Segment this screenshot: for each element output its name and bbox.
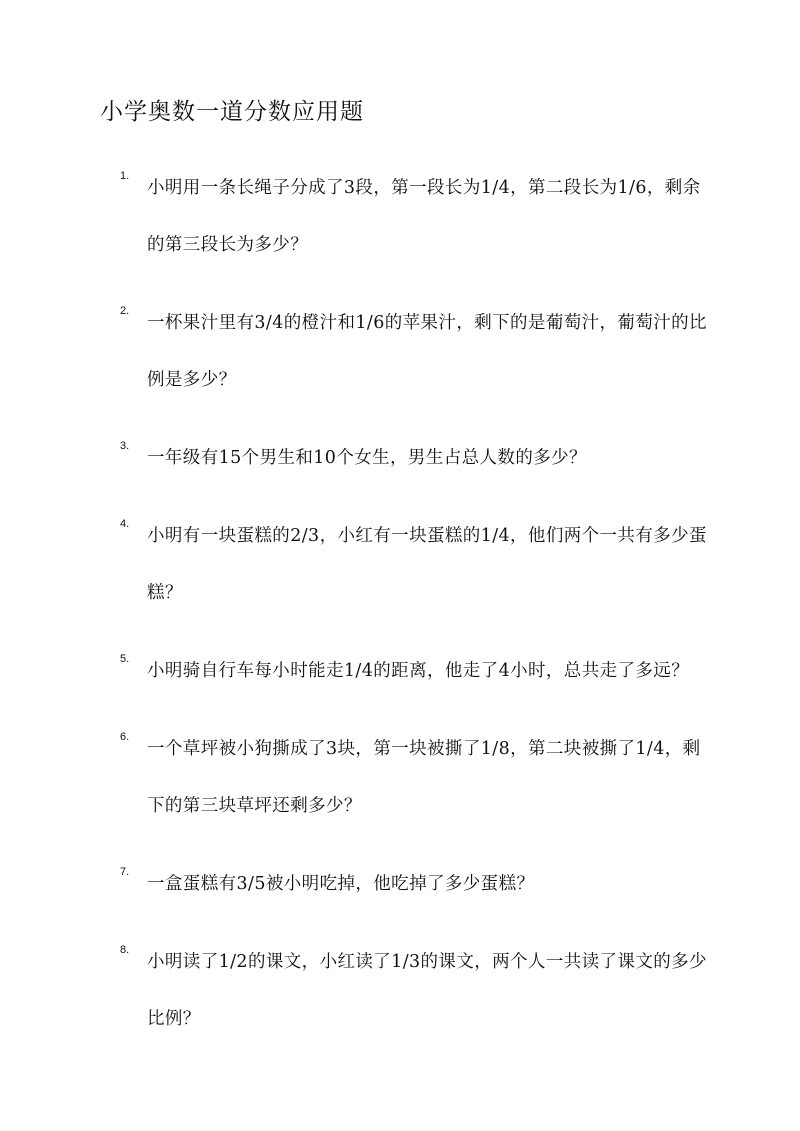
- question-number: 5.: [120, 653, 130, 665]
- question-list: [0, 172, 800, 1081]
- question-text: 一个草坪被小狗撕成了3块，第一块被撕了1/8，第二块被撕了1/4，剩下的第三块草坪还剩多少？: [147, 739, 701, 816]
- question-item: [0, 430, 800, 487]
- question-item: [0, 295, 800, 409]
- question-number: 1.: [120, 170, 130, 182]
- question-number: 4.: [120, 518, 130, 530]
- question-item: [0, 643, 800, 700]
- question-text: 小明用一条长绳子分成了3段，第一段长为1/4，第二段长为1/6，剩余的第三段长为多少？: [147, 178, 701, 255]
- question-number: 6.: [120, 731, 130, 743]
- question-item: [0, 160, 800, 274]
- question-number: 8.: [120, 944, 130, 956]
- question-text: 小明有一块蛋糕的2/3，小红有一块蛋糕的1/4，他们两个一共有多少蛋糕？: [147, 526, 707, 603]
- document-title: 小学奥数一道分数应用题: [100, 99, 364, 125]
- question-number: 2.: [120, 305, 130, 317]
- question-text: 一年级有15个男生和10个女生，男生占总人数的多少？: [147, 448, 587, 468]
- question-text: 一盒蛋糕有3/5被小明吃掉，他吃掉了多少蛋糕？: [147, 874, 535, 894]
- question-item: [0, 934, 800, 1048]
- question-item: [0, 856, 800, 913]
- question-item: [0, 508, 800, 622]
- question-text: 小明读了1/2的课文，小红读了1/3的课文，两个人一共读了课文的多少比例？: [147, 952, 707, 1029]
- question-text: 小明骑自行车每小时能走1/4的距离，他走了4小时，总共走了多远？: [147, 661, 690, 681]
- question-number: 3.: [120, 440, 130, 452]
- question-text: 一杯果汁里有3/4的橙汁和1/6的苹果汁，剩下的是葡萄汁，葡萄汁的比例是多少？: [147, 313, 707, 390]
- question-number: 7.: [120, 866, 130, 878]
- question-item: [0, 721, 800, 835]
